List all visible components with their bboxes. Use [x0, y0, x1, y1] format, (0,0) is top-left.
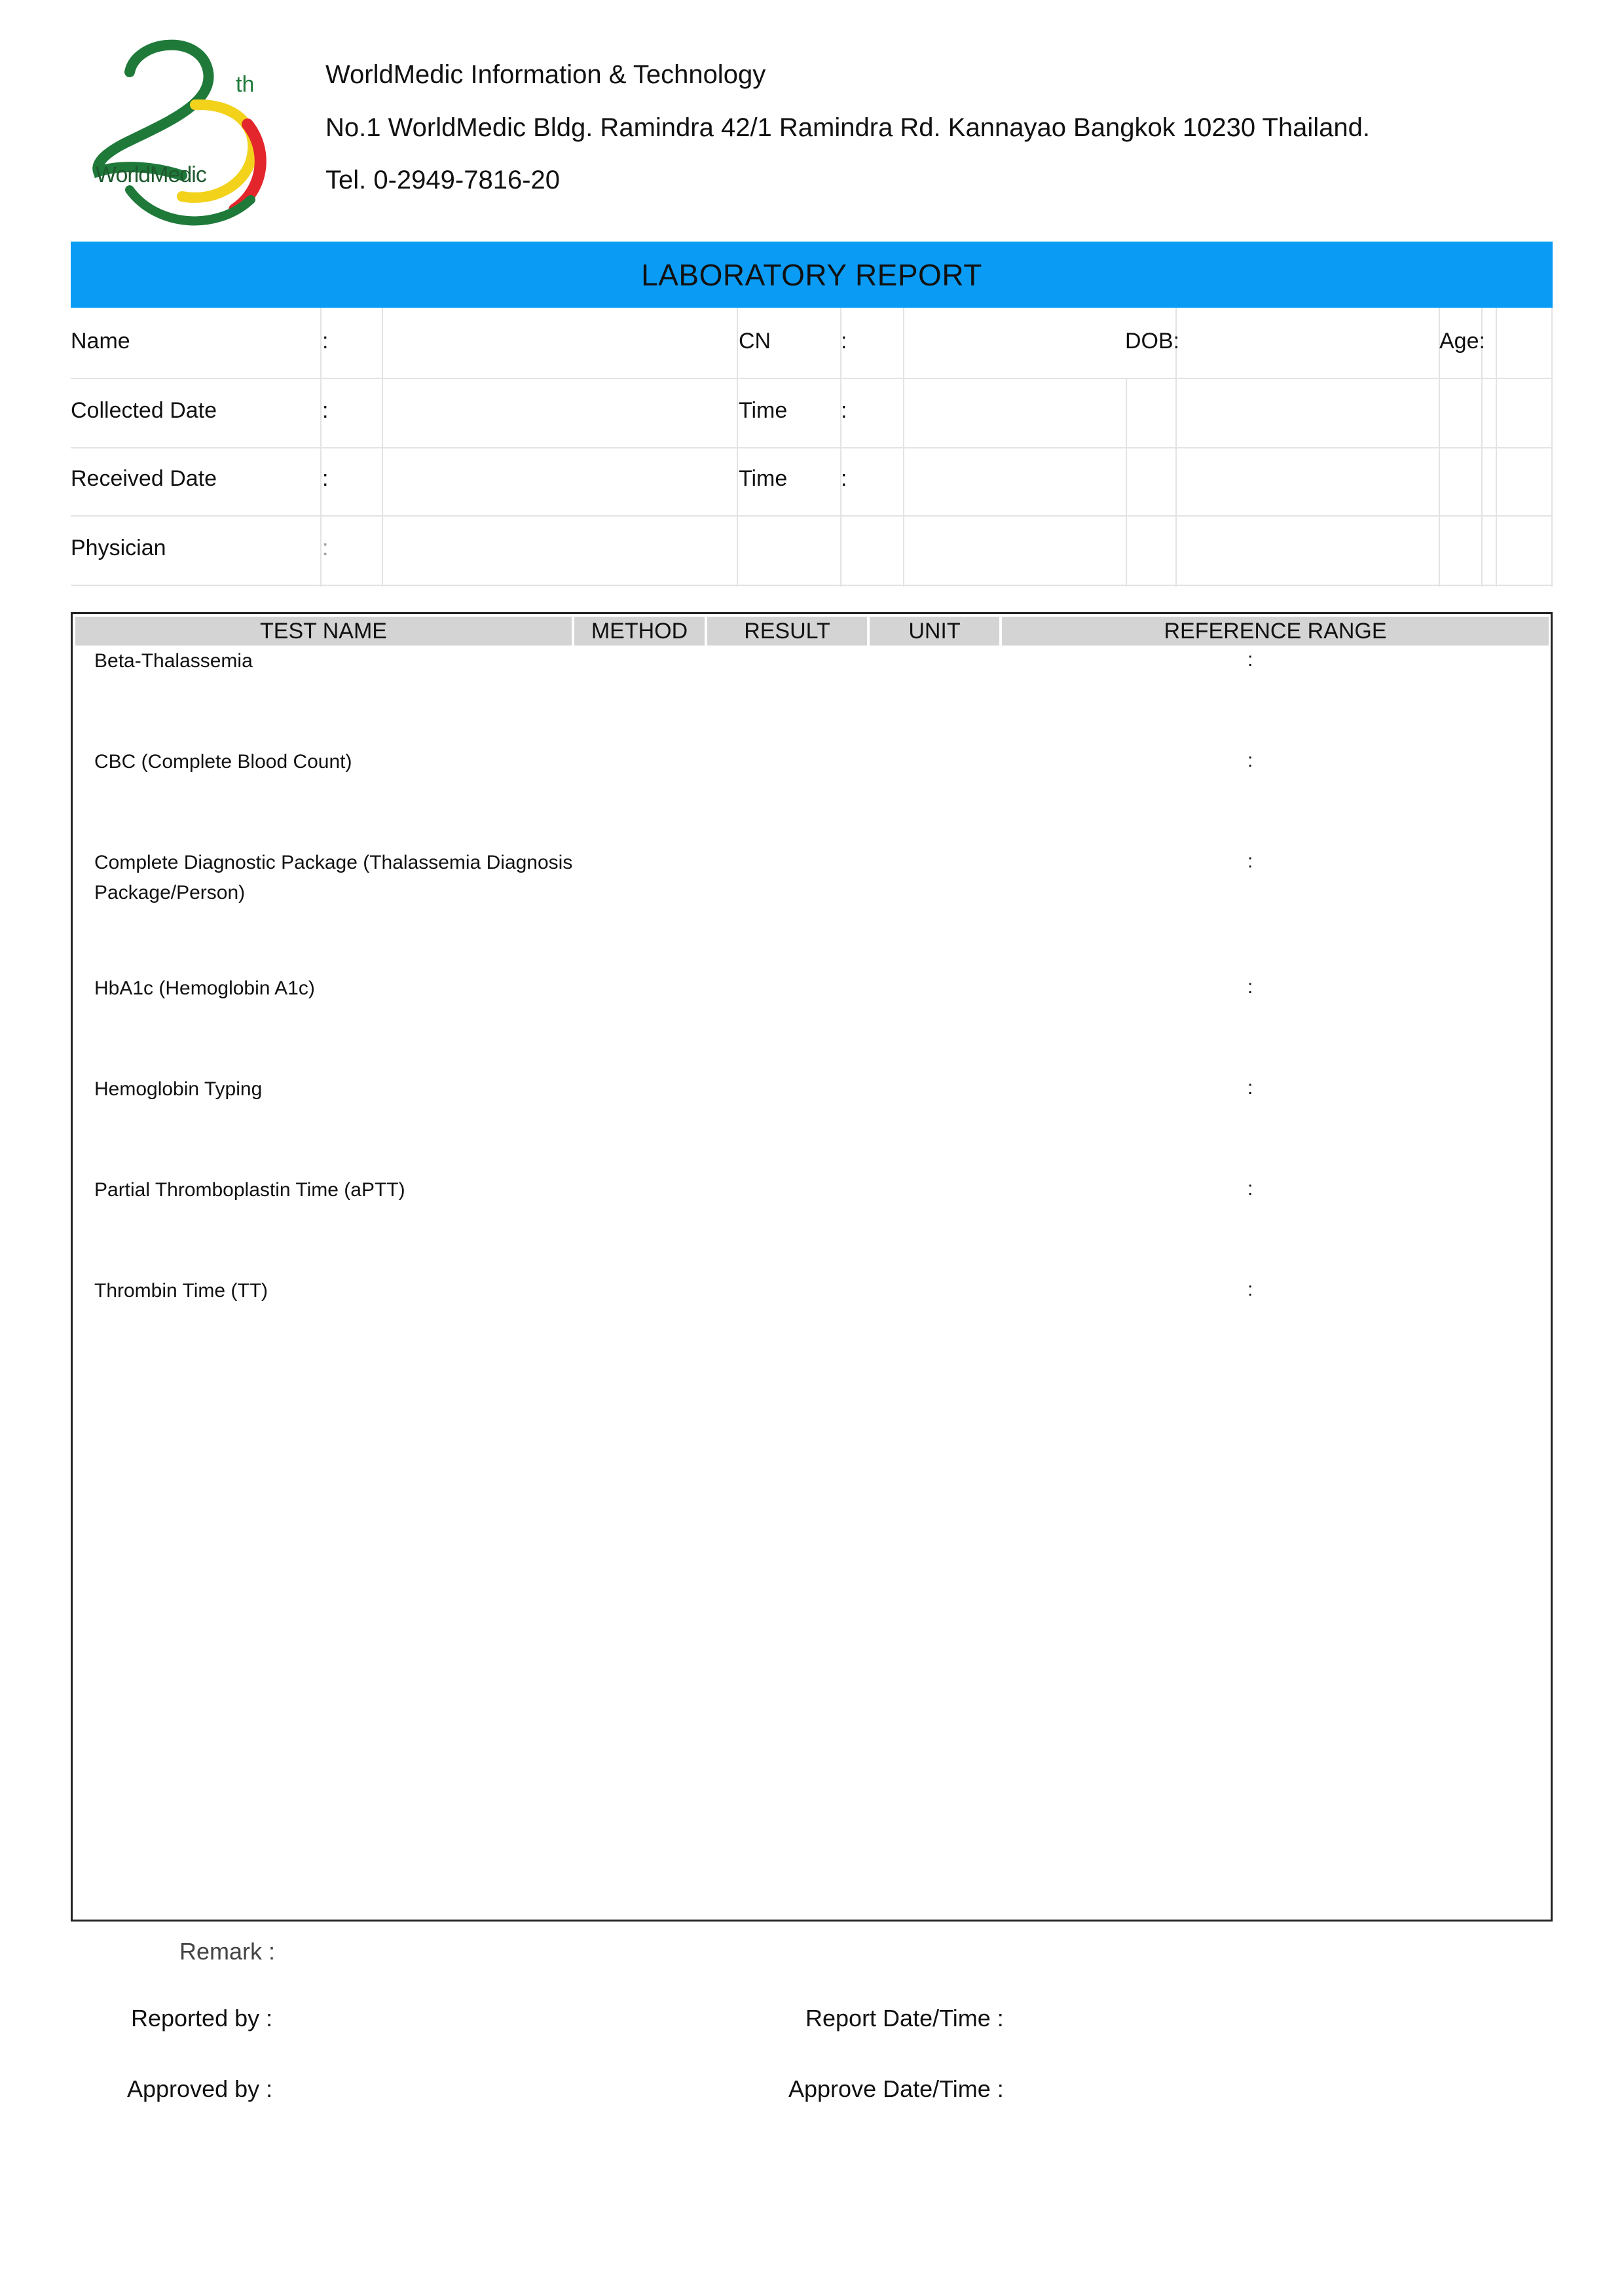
company-name: WorldMedic Information & Technology	[325, 60, 766, 89]
collected-time-label: Time	[739, 398, 788, 423]
test-row-cbc: CBC (Complete Blood Count)	[94, 751, 352, 773]
cn-label: CN	[739, 329, 771, 354]
reference-range-colon: :	[1247, 976, 1253, 998]
column-header-reference-range: REFERENCE RANGE	[1002, 617, 1549, 646]
test-row-thrombin-time: Thrombin Time (TT)	[94, 1280, 268, 1302]
worldmedic-20th-logo	[84, 26, 274, 236]
received-date-colon: :	[322, 466, 329, 491]
test-row-beta-thalassemia: Beta-Thalassemia	[94, 650, 253, 672]
results-table	[71, 612, 1553, 1922]
test-row-hemoglobin-typing: Hemoglobin Typing	[94, 1078, 263, 1100]
company-address: No.1 WorldMedic Bldg. Ramindra 42/1 Ramindra Rd. Kannayao Bangkok 10230 Thailand.	[325, 113, 1370, 142]
collected-date-colon: :	[322, 398, 329, 423]
remark-label: Remark :	[179, 1938, 276, 1965]
reported-by-label: Reported by :	[131, 2005, 273, 2032]
logo-anniversary-text: th	[236, 72, 255, 97]
age-label: Age:	[1439, 329, 1485, 354]
column-header-method: METHOD	[574, 617, 705, 646]
collected-time-colon: :	[841, 398, 847, 423]
test-row-hba1c: HbA1c (Hemoglobin A1c)	[94, 977, 315, 999]
approved-by-label: Approved by :	[127, 2075, 273, 2102]
reference-range-colon: :	[1247, 750, 1253, 771]
column-header-unit: UNIT	[870, 617, 999, 646]
logo-two-shape	[98, 45, 208, 175]
reference-range-colon: :	[1247, 649, 1253, 670]
reference-range-colon: :	[1247, 1077, 1253, 1099]
test-row-complete-diagnostic-package: Complete Diagnostic Package (Thalassemia Diagnosis Package/Person)	[94, 852, 573, 903]
report-title: LABORATORY REPORT	[641, 257, 982, 292]
reference-range-colon: :	[1247, 1279, 1253, 1300]
approve-datetime-label: Approve Date/Time :	[788, 2075, 1004, 2102]
name-colon: :	[322, 329, 329, 354]
collected-date-label: Collected Date	[71, 398, 217, 423]
dob-label: DOB:	[1125, 329, 1180, 354]
name-label: Name	[71, 329, 130, 354]
company-phone: Tel. 0-2949-7816-20	[325, 166, 561, 194]
report-title-bar	[71, 242, 1553, 308]
column-header-test-name: TEST NAME	[75, 617, 572, 646]
received-date-label: Received Date	[71, 466, 217, 491]
physician-colon: :	[322, 536, 329, 560]
physician-label: Physician	[71, 536, 166, 560]
received-time-label: Time	[739, 466, 788, 491]
column-header-result: RESULT	[707, 617, 867, 646]
reference-range-colon: :	[1247, 850, 1253, 872]
reference-range-colon: :	[1247, 1178, 1253, 1199]
cn-colon: :	[841, 329, 847, 354]
test-row-aptt: Partial Thromboplastin Time (aPTT)	[94, 1179, 405, 1201]
report-datetime-label: Report Date/Time :	[805, 2005, 1004, 2032]
received-time-colon: :	[841, 466, 847, 491]
patient-info-grid	[71, 308, 1553, 587]
logo-brand-text: WorldMedic	[96, 162, 206, 187]
